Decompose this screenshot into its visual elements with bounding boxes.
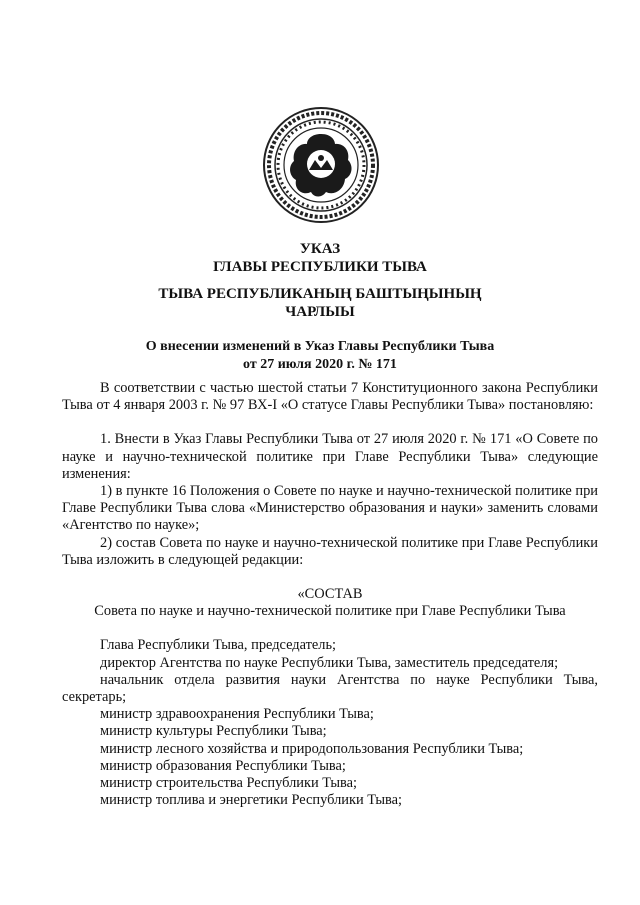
title-line-2: ГЛАВЫ РЕСПУБЛИКИ ТЫВА — [213, 259, 427, 275]
decree-subject — [0, 338, 640, 374]
title-line-4: ЧАРЛЫЫ — [285, 304, 355, 320]
item-1-2-paragraph: 2) состав Совета по науке и научно-технической политике при Главе Республики Тыва изложить в следующей редакции: — [62, 534, 598, 568]
member-item: министр образования Республики Тыва; — [100, 757, 346, 774]
composition-subtitle: Совета по науке и научно-технической политике при Главе Республики Тыва — [94, 603, 566, 620]
coat-of-arms-emblem — [262, 106, 380, 224]
item-1-paragraph: 1. Внести в Указ Главы Республики Тыва от 27 июля 2020 г. № 171 «О Совете по науке и научно-технической политике при Главе Республики Тыва» следующие изменения: — [62, 431, 598, 482]
subject-line-1: О внесении изменений в Указ Главы Республики Тыва — [145, 339, 495, 354]
member-item: Глава Республики Тыва, председатель; — [100, 637, 337, 654]
decree-title — [0, 240, 640, 276]
member-item: министр здравоохранения Республики Тыва; — [100, 706, 374, 723]
decree-title-tuvan — [0, 285, 640, 321]
title-line-1: УКАЗ — [299, 241, 341, 257]
member-item: министр строительства Республики Тыва; — [100, 775, 358, 792]
subject-line-2: от 27 июля 2020 г. № 171 — [243, 357, 397, 372]
member-item: министр топлива и энергетики Республики Тыва; — [100, 792, 402, 809]
member-item: начальник отдела развития науки Агентства по науке Республики Тыва, секретарь; — [62, 671, 598, 706]
member-item: министр лесного хозяйства и природопользования Республики Тыва; — [100, 740, 524, 757]
title-line-3: ТЫВА РЕСПУБЛИКАНЫҢ БАШТЫҢЫНЫҢ — [158, 286, 482, 302]
member-item: директор Агентства по науке Республики Тыва, заместитель председателя; — [100, 654, 559, 671]
preamble-paragraph: В соответствии с частью шестой статьи 7 Конституционного закона Республики Тыва от 4 января 2003 г. № 97 ВХ-I «О статусе Главы Республики Тыва» постановляю: — [62, 380, 598, 414]
item-1-1-paragraph: 1) в пункте 16 Положения о Совете по науке и научно-технической политике при Главе Республики Тыва слова «Министерство образования и науки» заменить словами «Агентство по науке»; — [62, 483, 598, 534]
composition-title: «СОСТАВ — [297, 586, 363, 603]
decree-body — [62, 380, 598, 809]
member-item: министр культуры Республики Тыва; — [100, 723, 327, 740]
